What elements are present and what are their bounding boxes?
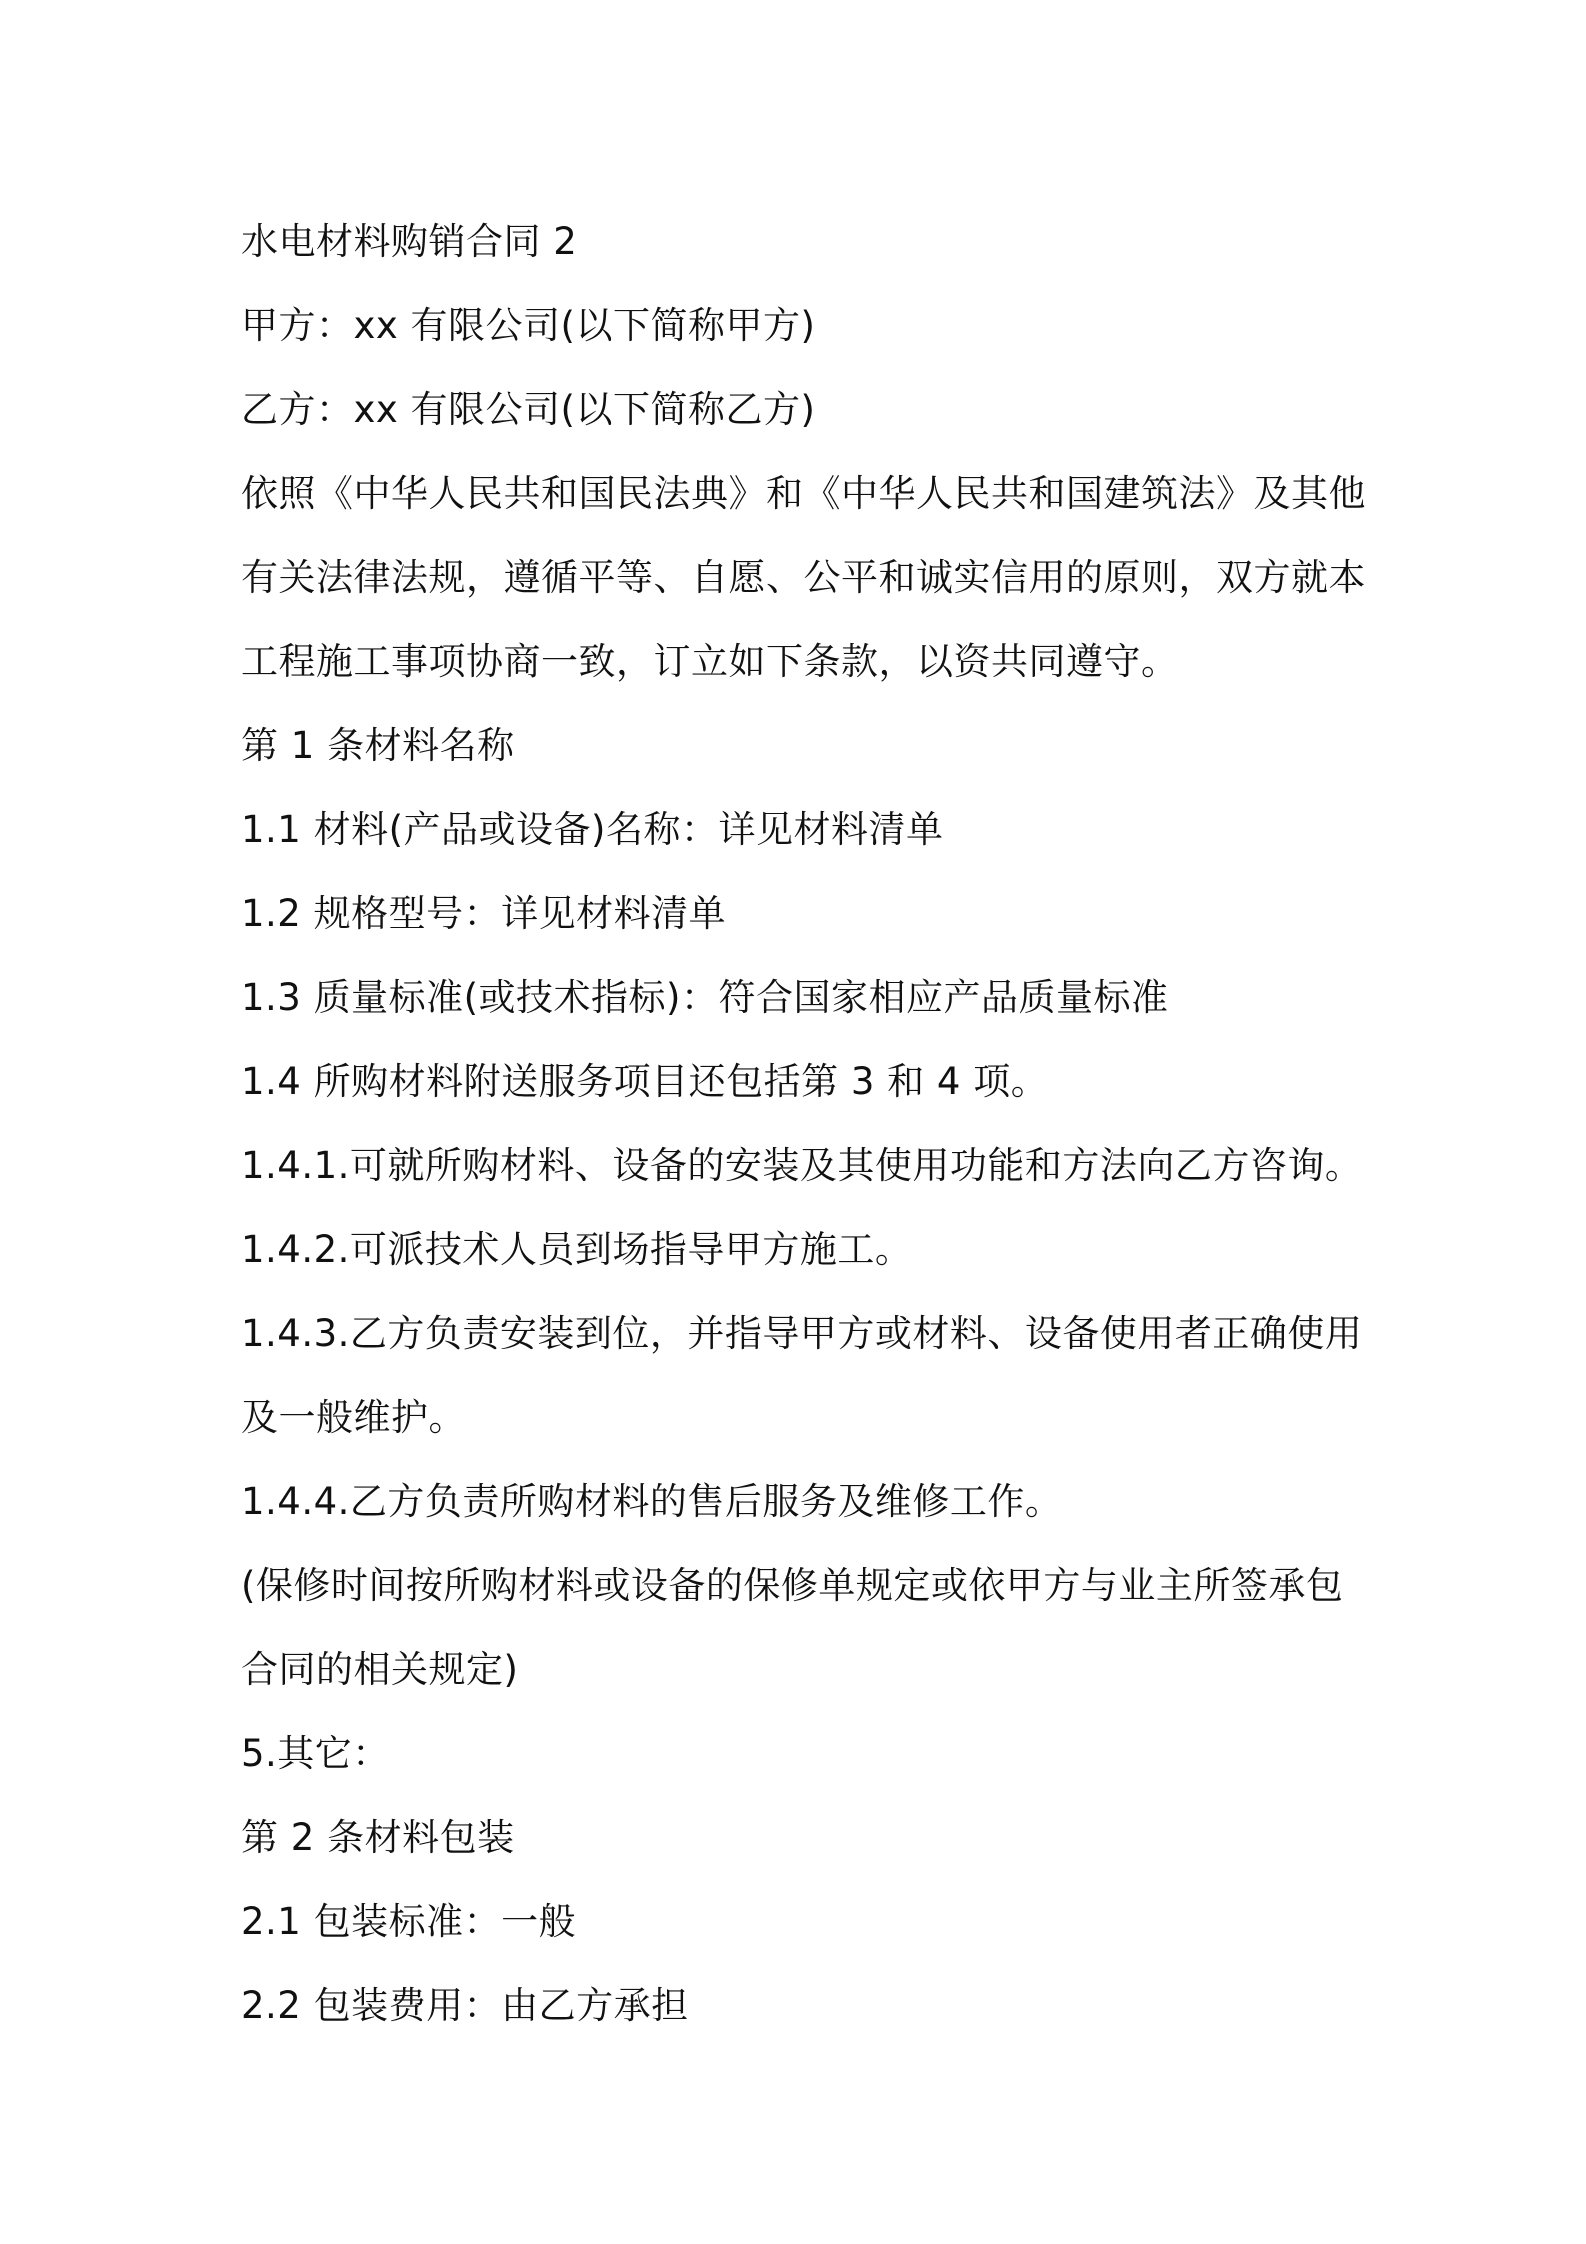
clause-line: 1.3 质量标准(或技术指标)：符合国家相应产品质量标准 — [241, 976, 1169, 1019]
article-heading: 第 1 条材料名称 — [241, 724, 515, 767]
party-a-line: 甲方：xx 有限公司(以下简称甲方) — [241, 304, 816, 347]
preamble-line: 工程施工事项协商一致，订立如下条款，以资共同遵守。 — [241, 640, 1179, 683]
clause-line: 1.4.4.乙方负责所购材料的售后服务及维修工作。 — [241, 1480, 1063, 1523]
clause-line: 1.4.1.可就所购材料、设备的安装及其使用功能和方法向乙方咨询。 — [241, 1144, 1363, 1187]
clause-line: 1.4.2.可派技术人员到场指导甲方施工。 — [241, 1228, 913, 1271]
clause-line: 及一般维护。 — [241, 1396, 466, 1439]
party-b-line: 乙方：xx 有限公司(以下简称乙方) — [241, 388, 816, 431]
clause-line: 5.其它： — [241, 1732, 390, 1775]
document-page — [241, 200, 1366, 2048]
article-heading: 第 2 条材料包装 — [241, 1816, 515, 1859]
clause-line: 2.2 包装费用：由乙方承担 — [241, 1984, 689, 2027]
clause-line: 1.4.3.乙方负责安装到位，并指导甲方或材料、设备使用者正确使用 — [241, 1312, 1363, 1355]
clause-line: (保修时间按所购材料或设备的保修单规定或依甲方与业主所签承包 — [241, 1564, 1344, 1607]
clause-line: 合同的相关规定) — [241, 1648, 519, 1691]
clause-line: 2.1 包装标准：一般 — [241, 1900, 577, 1943]
preamble-line: 有关法律法规，遵循平等、自愿、公平和诚实信用的原则，双方就本 — [241, 556, 1366, 599]
document-title: 水电材料购销合同 2 — [241, 220, 578, 263]
preamble-line: 依照《中华人民共和国民法典》和《中华人民共和国建筑法》及其他 — [241, 472, 1366, 515]
clause-line: 1.2 规格型号：详见材料清单 — [241, 892, 727, 935]
clause-line: 1.1 材料(产品或设备)名称：详见材料清单 — [241, 808, 944, 851]
clause-line: 1.4 所购材料附送服务项目还包括第 3 和 4 项。 — [241, 1060, 1049, 1103]
